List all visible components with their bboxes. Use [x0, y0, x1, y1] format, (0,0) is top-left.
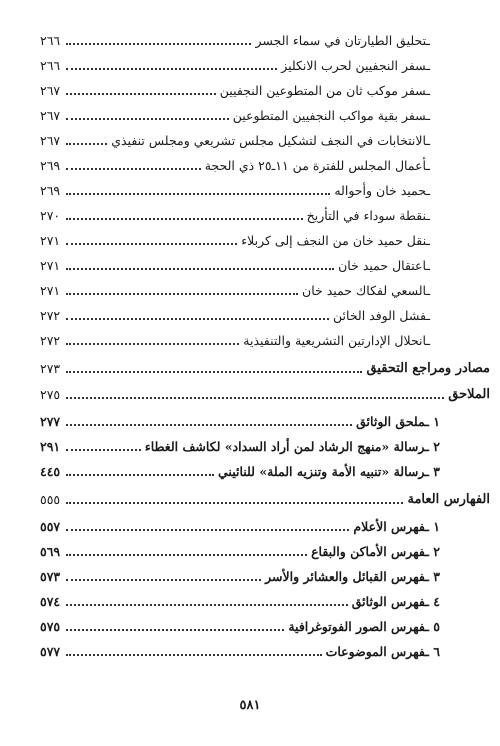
toc-entry-page: ٢٧٠	[40, 208, 61, 223]
toc-entry-page: ٢٦٩	[40, 183, 61, 198]
dot-leader	[66, 93, 216, 95]
toc-entry-title: ٢ ـرسالة «منهج الرشاد لمن أراد السداد» لكاشف الغطاء	[144, 439, 440, 454]
dot-leader	[66, 118, 229, 120]
toc-entry-page: ٥٧٥	[40, 619, 61, 634]
dot-leader	[66, 629, 284, 631]
toc-entry-page: ٢٦٩	[40, 158, 61, 173]
toc-entry	[40, 226, 430, 250]
toc-entry	[40, 587, 440, 611]
dot-leader	[66, 268, 334, 270]
toc-entry	[40, 612, 440, 636]
toc-entry-title: ـسفر بقية مواكب النجفيين المتطوعين	[232, 108, 430, 123]
toc-entry-title: ـسفر موكب ثان من المتطوعين النجفيين	[219, 83, 430, 98]
toc-section-heading	[40, 380, 490, 404]
dot-leader	[66, 243, 237, 245]
toc-entry-title: مصادر ومراجع التحقيق	[366, 361, 490, 376]
toc-entry	[40, 126, 430, 150]
toc-entry-title: ٣ ـفهرس القبائل والعشائر والأسر	[265, 569, 440, 584]
dot-leader	[66, 371, 362, 373]
toc-entry-page: ٢٦٧	[40, 108, 61, 123]
dot-leader	[66, 424, 352, 426]
dot-leader	[66, 218, 303, 220]
toc-entry	[40, 76, 430, 100]
toc-entry-title: ـالسعي لفكاك حميد خان	[302, 283, 430, 298]
toc-entry	[40, 432, 440, 456]
toc-entry-title: ١ ـملحق الوثائق	[356, 414, 440, 429]
toc-entry-title: الملاحق	[448, 387, 490, 402]
toc-entry-page: ٢٧١	[40, 233, 61, 248]
dot-leader	[66, 502, 403, 504]
toc-entry-page: ٤٤٥	[40, 464, 61, 479]
dot-leader	[66, 554, 307, 556]
dot-leader	[66, 529, 349, 531]
toc-entry-title: ـفشل الوفد الخائن	[333, 308, 430, 323]
toc-entry	[40, 407, 440, 431]
dot-leader	[66, 293, 298, 295]
toc-entry	[40, 457, 440, 481]
toc-entry	[40, 276, 430, 300]
toc-entry	[40, 512, 440, 536]
toc-entry-page: ٢٧٥	[40, 387, 61, 402]
toc-entry	[40, 201, 430, 225]
toc-entry-title: الفهارس العامة	[407, 492, 490, 507]
toc-section-heading	[40, 485, 490, 509]
dot-leader	[66, 474, 214, 476]
toc-entry	[40, 637, 440, 661]
toc-entry	[40, 51, 430, 75]
toc-entry-title: ٢ ـفهرس الأماكن والبقاع	[311, 544, 440, 559]
toc-entry-title: ـحميد خان وأحواله	[334, 183, 430, 198]
toc-entry-title: ١ ـفهرس الأعلام	[353, 519, 440, 534]
dot-leader	[66, 397, 444, 399]
toc-entry-page: ٥٧٣	[40, 569, 61, 584]
dot-leader	[66, 318, 329, 320]
toc-entry-title: ٤ ـفهرس الوثائق	[351, 594, 440, 609]
toc-entry-title: ٥ ـفهرس الصور الفوتوغرافية	[288, 619, 440, 634]
toc-entry-title: ـأعمال المجلس للفترة من ١١ـ٢٥ ذي الحجة	[204, 158, 430, 173]
toc-entry-page: ٢٧١	[40, 283, 61, 298]
toc-entry	[40, 151, 430, 175]
toc-entry-title: ـانحلال الإدارتين التشريعية والتنفيذية	[243, 333, 430, 348]
toc-entry-page: ٥٥٧	[40, 519, 61, 534]
toc-entry-page: ٥٥٥	[40, 492, 61, 507]
toc-entry	[40, 26, 430, 50]
toc-entry-page: ٢٧٢	[40, 308, 61, 323]
dot-leader	[66, 68, 277, 70]
toc-entry-title: ٣ ـرسالة «تنبيه الأمة وتنزيه الملة» للنائيني	[218, 464, 440, 479]
toc-entry-page: ٢٦٧	[40, 83, 61, 98]
dot-leader	[66, 604, 348, 606]
toc-section-heading	[40, 354, 490, 378]
dot-leader	[66, 579, 261, 581]
dot-leader	[66, 193, 330, 195]
toc-entry	[40, 562, 440, 586]
toc-entry	[40, 176, 430, 200]
toc-entry	[40, 301, 430, 325]
toc-entry	[40, 101, 430, 125]
toc-entry-title: ـنقل حميد خان من النجف إلى كربلاء	[241, 233, 430, 248]
toc-entry-title: ـنقطة سوداء في التأريخ	[306, 208, 430, 223]
toc-entry	[40, 251, 430, 275]
toc-entry-title: ـتحليق الطيارتان في سماء الجسر	[255, 33, 430, 48]
toc-entry-page: ٢٩١	[40, 439, 61, 454]
toc-entry-page: ٢٦٦	[40, 58, 61, 73]
dot-leader	[66, 343, 239, 345]
toc-entry-page: ٢٧٢	[40, 333, 61, 348]
dot-leader	[66, 654, 321, 656]
toc-entry-page: ٥٧٤	[40, 594, 61, 609]
dot-leader	[66, 143, 107, 145]
toc-entry-title: ـسفر النجفيين لحرب الانكليز	[281, 58, 430, 73]
toc-entry-page: ٥٦٩	[40, 544, 61, 559]
toc-entry-page: ٢٦٦	[40, 33, 61, 48]
dot-leader	[66, 449, 141, 451]
toc-entry	[40, 326, 430, 350]
dot-leader	[66, 168, 201, 170]
toc-entry-page: ٢٧٧	[40, 414, 61, 429]
toc-entry-title: ـاعتقال حميد خان	[338, 258, 430, 273]
page-number: ٥٨١	[239, 698, 261, 713]
dot-leader	[66, 43, 251, 45]
toc-entry-page: ٥٧٧	[40, 644, 61, 659]
toc-entry-page: ٢٧١	[40, 258, 61, 273]
toc-entry-title: ـالانتخابات في النجف لتشكيل مجلس تشريعي ومجلس تنفيذي	[111, 133, 430, 148]
toc-entry-title: ٦ ـفهرس الموضوعات	[325, 644, 440, 659]
toc-entry-page: ٢٦٧	[40, 133, 61, 148]
toc-entry-page: ٢٧٣	[40, 361, 61, 376]
toc-entry	[40, 537, 440, 561]
